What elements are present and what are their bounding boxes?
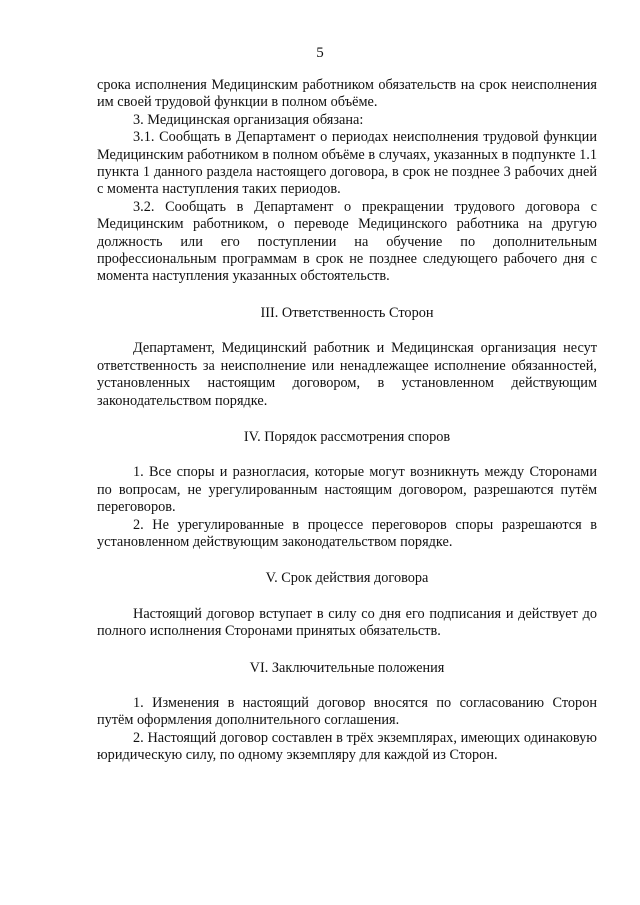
- section-heading-term: V. Срок действия договора: [265, 570, 429, 587]
- paragraph-final-1: 1. Изменения в настоящий договор вносятся по согласованию Сторон путём оформления дополнительного соглашения.: [97, 694, 597, 729]
- paragraph-term: Настоящий договор вступает в силу со дня его подписания и действует до полного исполнения Сторонами принятых обязательств.: [97, 605, 597, 640]
- paragraph-disputes-1: 1. Все споры и разногласия, которые могут возникнуть между Сторонами по вопросам, не урегулированным настоящим договором, разрешаются путём переговоров.: [97, 464, 597, 516]
- document-body: [97, 77, 597, 765]
- paragraph-clause-3-2: 3.2. Сообщать в Департамент о прекращении трудового договора с Медицинским работником, о переводе Медицинского работника на другую должность или его поступлении на обучение по дополнительным профессиональным программам в срок не позднее следующего рабочего дня с момента наступления указанных обстоятельств.: [97, 198, 597, 285]
- paragraph-clause-3-1: 3.1. Сообщать в Департамент о периодах неисполнения трудовой функции Медицинским работником в полном объёме в случаях, указанных в подпункте 1.1 пункта 1 данного раздела настоящего договора, в срок не позднее 3 рабочих дней с момента наступления таких периодов.: [97, 129, 597, 198]
- paragraph-term-obligation: срока исполнения Медицинским работником обязательств на срок неисполнения им своей трудовой функции в полном объёме.: [97, 77, 597, 111]
- section-heading-disputes: IV. Порядок рассмотрения споров: [243, 428, 451, 445]
- page-number: 5: [316, 45, 324, 61]
- paragraph-disputes-2: 2. Не урегулированные в процессе переговоров споры разрешаются в установленном действующим законодательством порядке.: [97, 516, 597, 550]
- paragraph-final-2: 2. Настоящий договор составлен в трёх экземплярах, имеющих одинаковую юридическую силу, по одному экземпляру для каждой из Сторон.: [97, 729, 597, 764]
- paragraph-org-obligations: 3. Медицинская организация обязана:: [133, 111, 364, 128]
- section-heading-responsibility: III. Ответственность Сторон: [260, 304, 434, 321]
- paragraph-responsibility: Департамент, Медицинский работник и Медицинская организация несут ответственность за неисполнение или ненадлежащее исполнение обязанностей, установленных настоящим договором, в установленном действующим законодательством порядке.: [97, 340, 597, 409]
- section-heading-final-provisions: VI. Заключительные положения: [249, 659, 445, 676]
